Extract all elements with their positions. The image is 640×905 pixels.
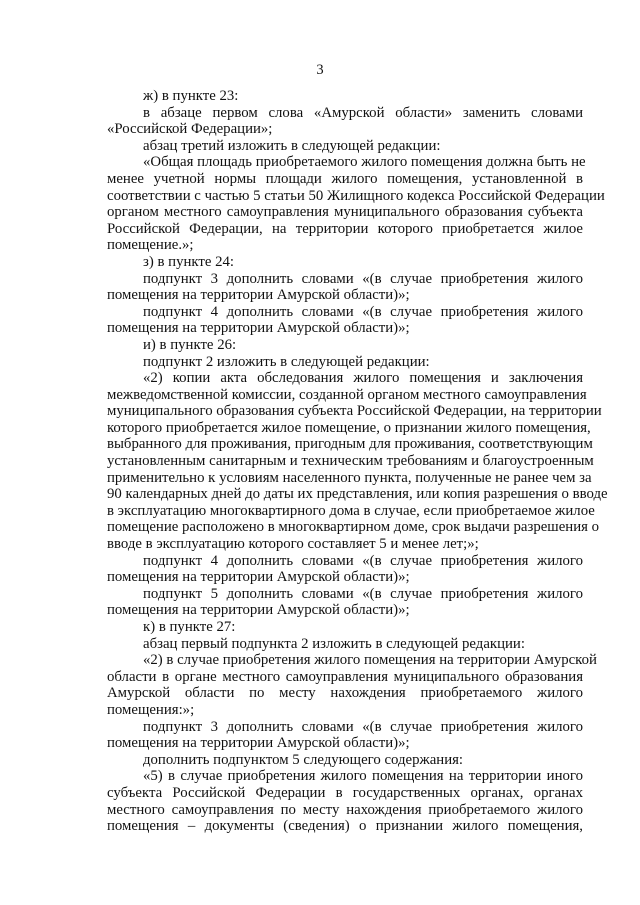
text-line: абзац первый подпункта 2 изложить в следующей редакции: <box>143 635 525 652</box>
text-line: помещения на территории Амурской области)»; <box>107 287 410 304</box>
text-line: и) в пункте 26: <box>143 336 237 353</box>
text-line: 90 календарных дней до даты их представления, или копия разрешения о вводе <box>107 486 608 503</box>
text-line: помещения:»; <box>107 701 195 718</box>
text-line: субъекта Российской Федерации в государственных органах, органах <box>107 784 583 801</box>
text-line: дополнить подпунктом 5 следующего содержания: <box>143 751 464 768</box>
text-line: межведомственной комиссии, созданной органом местного самоуправления <box>107 386 587 403</box>
text-line: помещения на территории Амурской области)»; <box>107 735 410 752</box>
text-line: подпункт 2 изложить в следующей редакции: <box>143 353 430 370</box>
page-number: 3 <box>316 62 324 78</box>
text-line: ж) в пункте 23: <box>143 88 239 104</box>
text-line: помещения – документы (сведения) о признании жилого помещения, <box>107 818 583 835</box>
text-line: абзац третий изложить в следующей редакции: <box>143 137 441 154</box>
text-line: к) в пункте 27: <box>143 619 236 635</box>
text-line: применительно к условиям населенного пункта, полученные не ранее чем за <box>107 469 592 486</box>
text-line: подпункт 3 дополнить словами «(в случае приобретения жилого <box>143 270 583 287</box>
text-line: соответствии с частью 5 статьи 50 Жилищного кодекса Российской Федерации <box>107 187 605 204</box>
text-line: подпункт 4 дополнить словами «(в случае приобретения жилого <box>143 552 583 569</box>
text-line: «5) в случае приобретения жилого помещения на территории иного <box>143 768 583 785</box>
text-line: местного самоуправления по месту нахождения приобретаемого жилого <box>107 801 583 818</box>
text-line: подпункт 3 дополнить словами «(в случае приобретения жилого <box>143 718 583 735</box>
text-line: помещения на территории Амурской области)»; <box>107 569 410 586</box>
text-line: «Общая площадь приобретаемого жилого помещения должна быть не <box>143 154 586 171</box>
text-line: «Российской Федерации»; <box>107 121 273 138</box>
text-line: которого приобретается жилое помещение, о признании жилого помещения, <box>107 419 591 436</box>
text-line: Амурской области по месту нахождения приобретаемого жилого <box>107 685 583 702</box>
text-line: органом местного самоуправления муниципального образования субъекта <box>107 204 583 221</box>
text-line: подпункт 4 дополнить словами «(в случае приобретения жилого <box>143 303 583 320</box>
text-line: Российской Федерации, на территории которого приобретается жилое <box>107 220 583 237</box>
text-line: в эксплуатацию многоквартирного дома в случае, если приобретаемое жилое <box>107 502 595 519</box>
text-line: «2) в случае приобретения жилого помещения на территории Амурской <box>143 652 597 669</box>
text-line: помещение расположено в многоквартирном доме, срок выдачи разрешения о <box>107 519 600 536</box>
text-line: з) в пункте 24: <box>143 253 235 270</box>
text-line: в абзаце первом слова «Амурской области» заменить словами <box>143 104 583 121</box>
text-line: муниципального образования субъекта Российской Федерации, на территории <box>107 403 602 420</box>
text-line: подпункт 5 дополнить словами «(в случае приобретения жилого <box>143 585 583 602</box>
text-line: области в органе местного самоуправления муниципального образования <box>107 668 583 685</box>
text-line: помещение.»; <box>107 237 194 254</box>
text-line: помещения на территории Амурской области)»; <box>107 602 410 619</box>
text-line: установленным санитарным и техническим требованиям и благоустроенным <box>107 453 594 470</box>
text-line: менее учетной нормы площади жилого помещения, установленной в <box>107 170 583 187</box>
text-line: помещения на территории Амурской области)»; <box>107 320 410 337</box>
text-line: вводе в эксплуатацию которого составляет 5 и менее лет;»; <box>107 536 479 553</box>
text-line: «2) копии акта обследования жилого помещения и заключения <box>143 370 583 387</box>
text-line: выбранного для проживания, пригодным для проживания, соответствующим <box>107 436 593 453</box>
document-body <box>107 88 608 835</box>
